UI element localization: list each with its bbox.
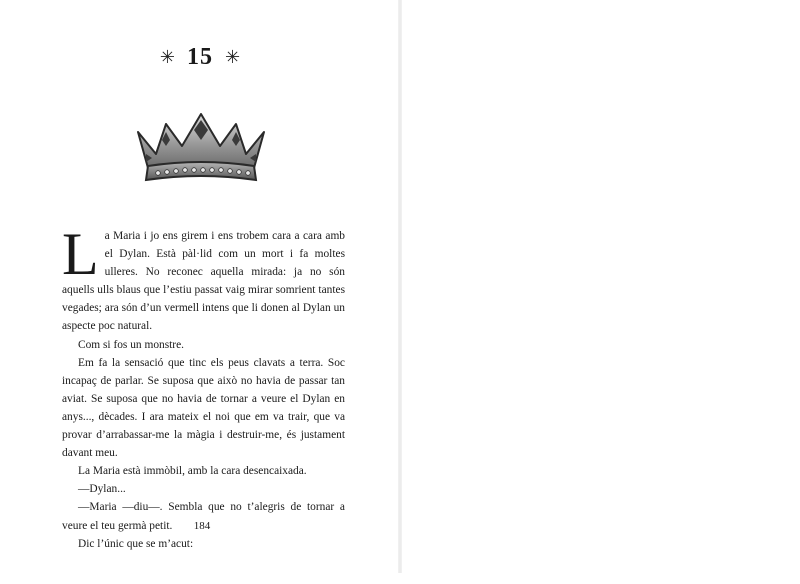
chapter-number: 15: [187, 43, 213, 70]
paragraph: Com si fos un monstre.: [78, 338, 184, 351]
right-page: [400, 0, 800, 573]
paragraph: —Maria —diu—. Sembla que no t’alegris de tornar a veure el teu germà petit.: [62, 501, 345, 532]
left-body-text: [62, 221, 345, 553]
left-page: [0, 0, 400, 573]
paragraph: La Maria està immòbil, amb la cara desencaixada.: [78, 465, 307, 478]
chapter-heading: [130, 42, 270, 72]
star-ornament-icon: ✳: [225, 46, 241, 68]
crown-icon: [132, 110, 270, 188]
paragraph: —Dylan...: [78, 483, 126, 496]
paragraph: La Maria i jo ens girem i ens trobem cara a cara amb el Dylan. Està pàl·lid com un mort i fa moltes ulleres. No reconec aquella mirada: ja no són aquells ulls blaus que l’estiu passat vaig mirar somrient tantes vegades; ara són d’un vermell intens que li donen al Dylan un aspecte poc natural.: [62, 221, 345, 333]
star-ornament-icon: ✳: [159, 46, 175, 68]
page-number: 184: [193, 520, 211, 532]
paragraph: Em fa la sensació que tinc els peus clavats a terra. Soc incapaç de parlar. Se suposa que això no havia de passar tan aviat. Se suposa que no havia de tornar a veure el Dylan en anys..., dècades. I ara mateix el noi que em va trair, que va provar d’arrabassar-me la màgia i destruir-me, és justament davant meu.: [62, 356, 345, 460]
paragraph: Dic l’únic que se m’acut:: [78, 537, 194, 550]
drop-cap: L: [62, 221, 99, 287]
